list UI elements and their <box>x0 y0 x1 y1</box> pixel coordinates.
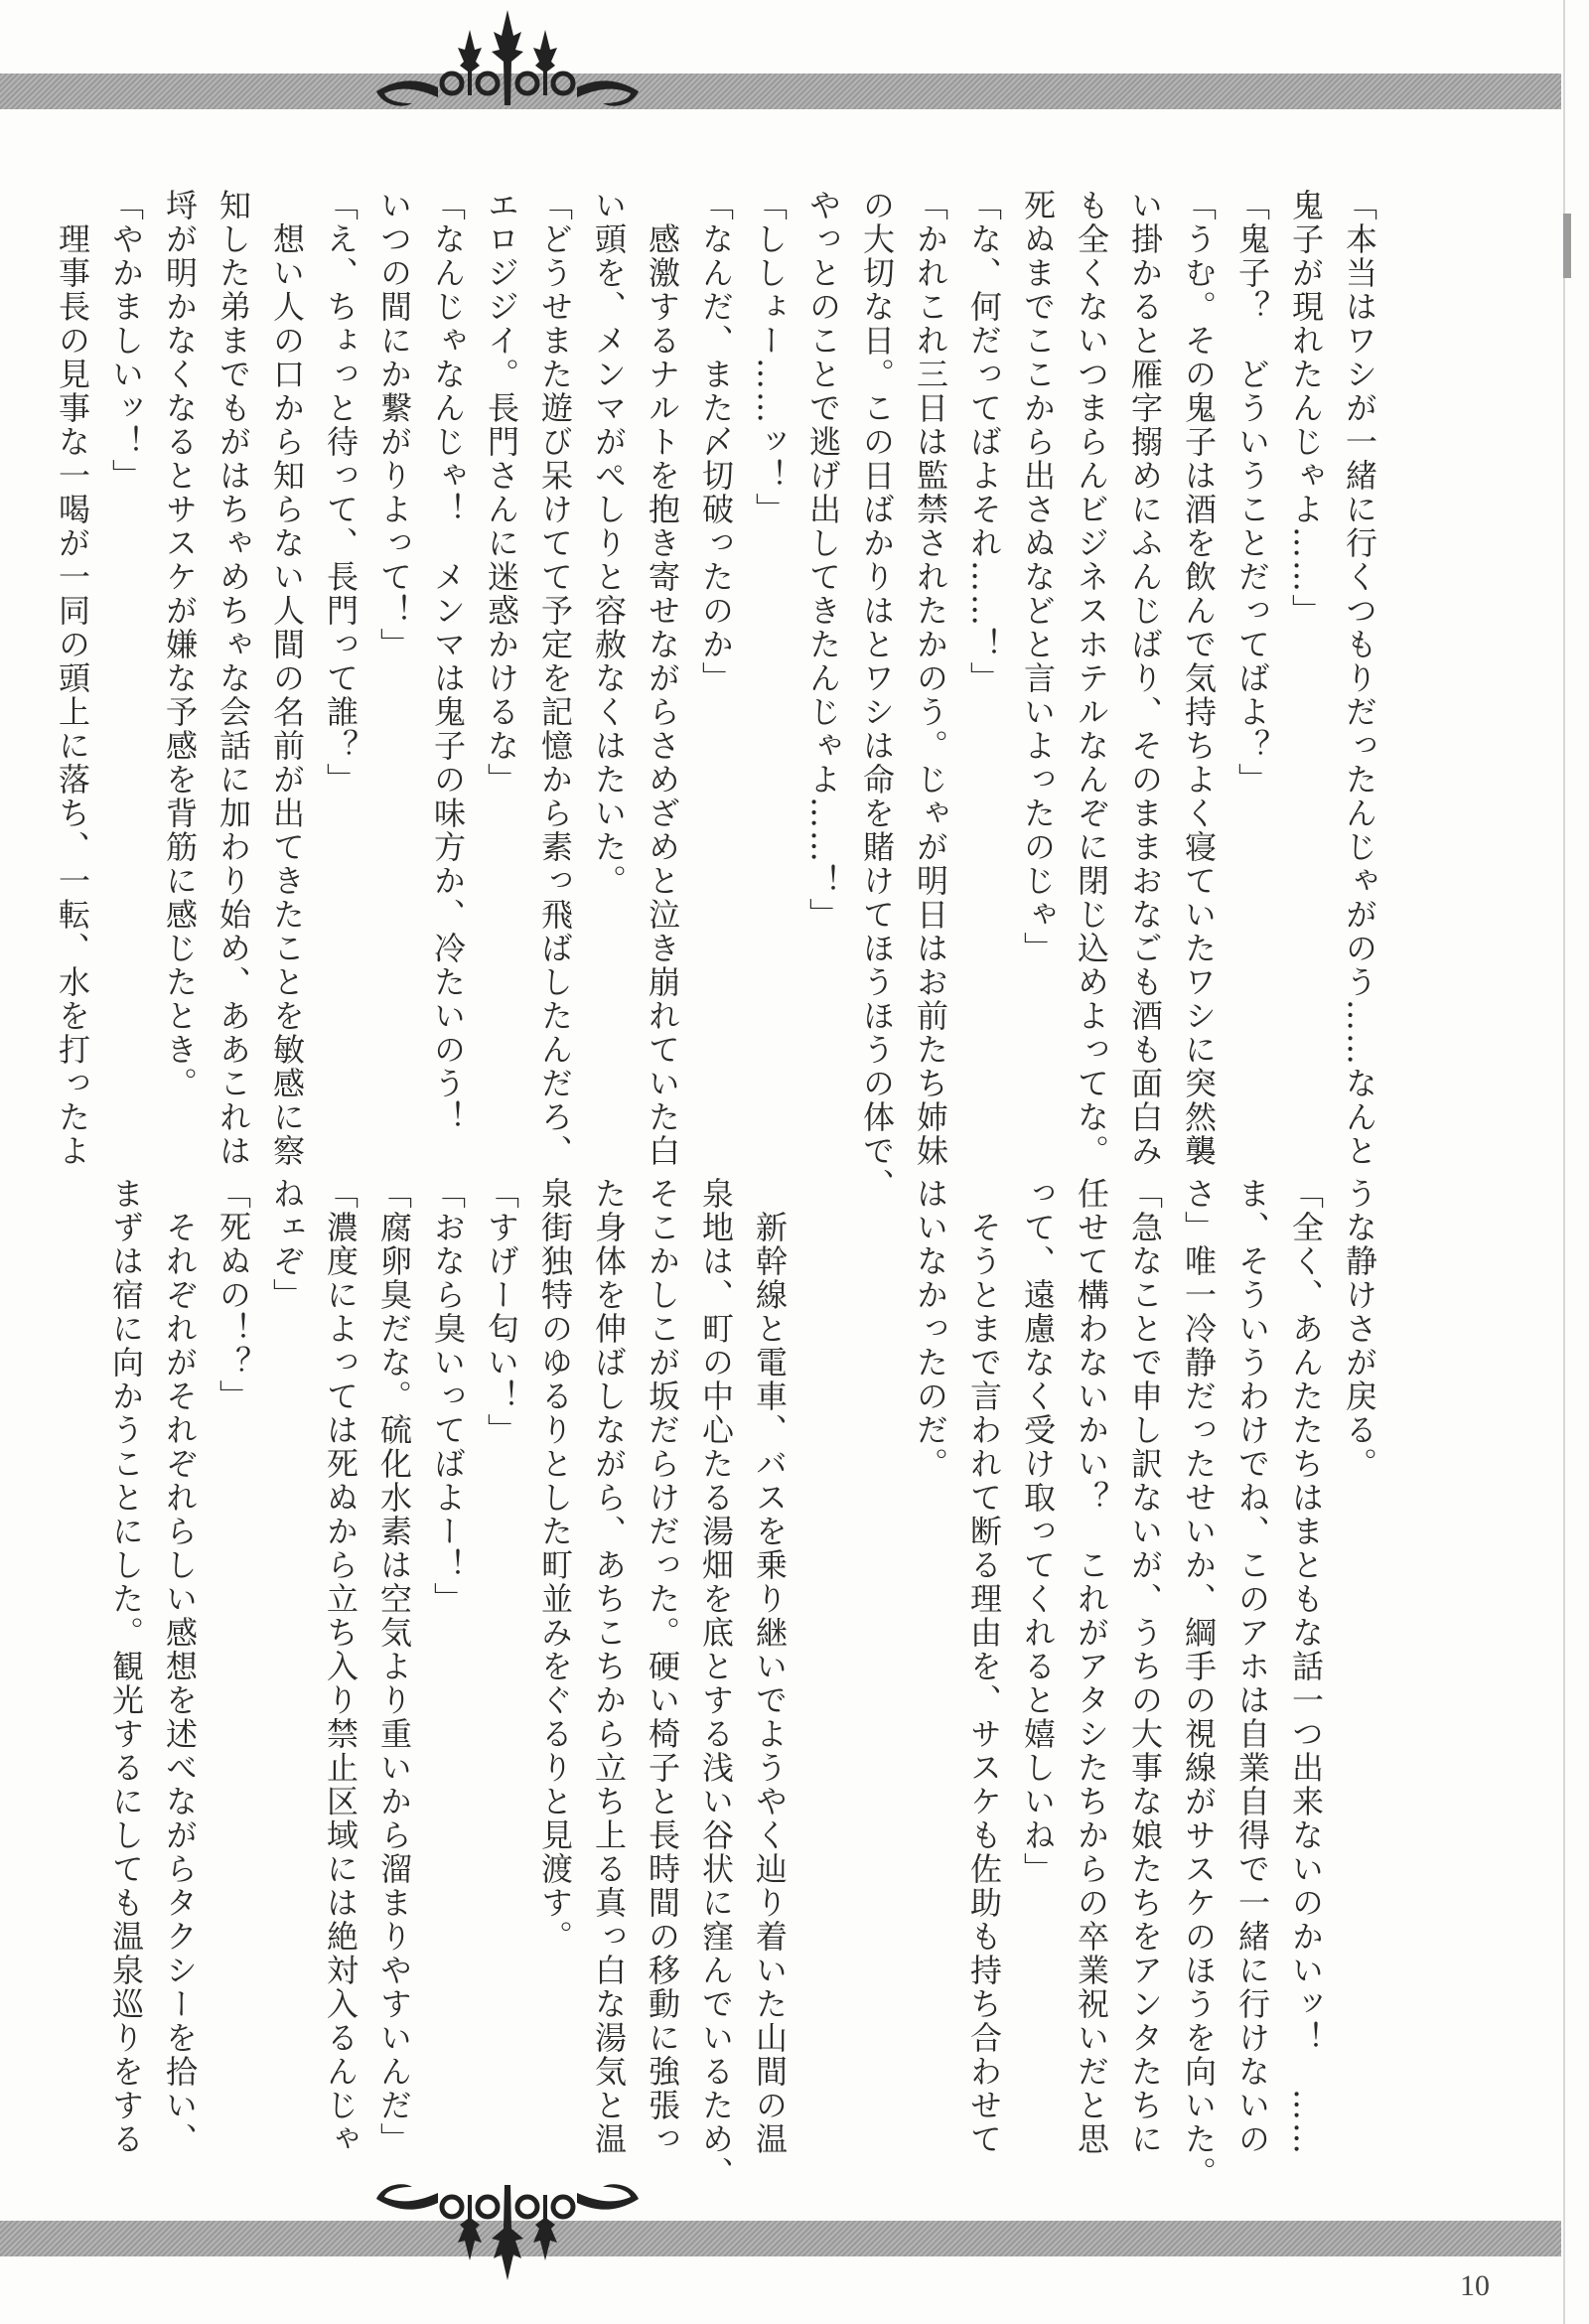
text-line: さ」唯一冷静だったせいか、綱手の視線がサスケのほうを向いた。 <box>1180 1177 1218 2190</box>
text-line: い頭を、メンマがぺしりと容赦なくはたいた。 <box>590 189 628 898</box>
text-line: 「な、何だってばよそれ……！」 <box>965 189 1003 695</box>
text-line: 「おなら臭いってばよー！」 <box>429 1177 467 1616</box>
text-line: 「腐卵臭だな。硫化水素は空気より重いから溜まりやすいんだ」 <box>375 1177 413 2156</box>
text-line: 想い人の口から知らない人間の名前が出てきたことを敏感に察 <box>268 189 306 1168</box>
text-line: やっとのことで逃げ出してきたんじゃよ……！」 <box>804 189 842 932</box>
text-line: 「濃度によっては死ぬから立ち入り禁止区域には絶対入るんじゃ <box>322 1177 360 2156</box>
text-line: 「なんだ、また〆切破ったのか」 <box>697 189 735 695</box>
text-line: 「急なことで申し訳ないが、うちの大事な娘たちをアンタたちに <box>1126 1177 1164 2156</box>
text-line: ねェぞ」 <box>268 1177 306 1312</box>
text-line: 死ぬまでここから出さぬなどと言いよったのじゃ」 <box>1019 189 1057 965</box>
text-line: そうとまで言われて断る理由を、サスケも佐助も持ち合わせて <box>965 1177 1003 2156</box>
text-line: エロジジイ。長門さんに迷惑かけるな」 <box>483 189 520 797</box>
text-line: 「どうせまた遊び呆けてて予定を記憶から素っ飛ばしたんだろ、 <box>536 189 574 1168</box>
text-line: 「本当はワシが一緒に行くつもりだったんじゃがのう……なんと <box>1341 189 1378 1168</box>
text-line: 「ししょー……ッ！」 <box>751 189 789 526</box>
header-band <box>0 73 1561 109</box>
page-tab-marker <box>1563 214 1571 278</box>
footer-band <box>0 2221 1561 2256</box>
text-line: 「かれこれ三日は監禁されたかのう。じゃが明日はお前たち姉妹 <box>912 189 949 1168</box>
text-line: 泉地は、町の中心たる湯畑を底とする浅い谷状に窪んでいるため、 <box>697 1177 735 2190</box>
text-line: まずは宿に向かうことにした。観光するにしても温泉巡りをする <box>107 1177 145 2156</box>
text-line: 「え、ちょっと待って、長門って誰？」 <box>322 189 360 797</box>
text-line: 鬼子が現れたんじゃよ……」 <box>1287 189 1325 628</box>
text-line: 「なんじゃなんじゃ！ メンマは鬼子の味方か、冷たいのう！ <box>429 189 467 1134</box>
header-ornament-icon <box>372 6 643 115</box>
text-line: 知した弟までもがはちゃめちゃな会話に加わり始め、ああこれは <box>215 189 252 1168</box>
text-line: はいなかったのだ。 <box>912 1177 949 1481</box>
text-line: 感激するナルトを抱き寄せながらさめざめと泣き崩れていた白 <box>644 189 681 1168</box>
text-line: 「鬼子？ どういうことだってばよ？」 <box>1233 189 1271 797</box>
text-line: 泉街独特のゆるりとした町並みをぐるりと見渡す。 <box>536 1177 574 1954</box>
text-line: 「やかましいッ！」 <box>107 189 145 493</box>
text-line: の大切な日。この日ばかりはとワシは命を賭けてほうほうの体で、 <box>858 189 896 1202</box>
text-line: 「すげー匂い！」 <box>483 1177 520 1447</box>
text-section-top <box>46 189 1386 1202</box>
text-line: うな静けさが戻る。 <box>1341 1177 1378 1481</box>
text-section-bottom <box>99 1177 1386 2200</box>
text-line <box>850 1177 904 2200</box>
page-number: 10 <box>1460 2269 1490 2302</box>
footer-ornament-icon <box>372 2175 643 2284</box>
text-line: 新幹線と電車、バスを乗り継いでようやく辿り着いた山間の温 <box>751 1177 789 2156</box>
text-line: 「全く、あんたたちはまともな話一つ出来ないのかいッ！ …… <box>1287 1177 1325 2156</box>
text-line <box>796 1177 850 2200</box>
page-edge <box>1563 0 1565 2324</box>
text-line: そこかしこが坂だらけだった。硬い椅子と長時間の移動に強張っ <box>644 1177 681 2156</box>
text-line: って、遠慮なく受け取ってくれると嬉しいね」 <box>1019 1177 1057 1886</box>
text-line: も全くないつまらんビジネスホテルなんぞに閉じ込めよってな。 <box>1073 189 1110 1168</box>
text-line: それぞれがそれぞれらしい感想を述べながらタクシーを拾い、 <box>161 1177 199 2156</box>
text-line: 理事長の見事な一喝が一同の頭上に落ち、一転、水を打ったよ <box>54 189 91 1168</box>
text-line: 「うむ。その鬼子は酒を飲んで気持ちよく寝ていたワシに突然襲 <box>1180 189 1218 1168</box>
text-line: 「死ぬの！？」 <box>215 1177 252 1413</box>
text-line: いつの間にか繋がりよって！」 <box>375 189 413 661</box>
text-line: い掛かると雁字搦めにふんじばり、そのままおなごも酒も面白み <box>1126 189 1164 1168</box>
text-line: ま、そういうわけでね、このアホは自業自得で一緒に行けないの <box>1233 1177 1271 2156</box>
text-line: 埒が明かなくなるとサスケが嫌な予感を背筋に感じたとき。 <box>161 189 199 1100</box>
text-line: 任せて構わないかい？ これがアタシたちからの卒業祝いだと思 <box>1073 1177 1110 2156</box>
text-line: た身体を伸ばしながら、あちこちから立ち上る真っ白な湯気と温 <box>590 1177 628 2156</box>
